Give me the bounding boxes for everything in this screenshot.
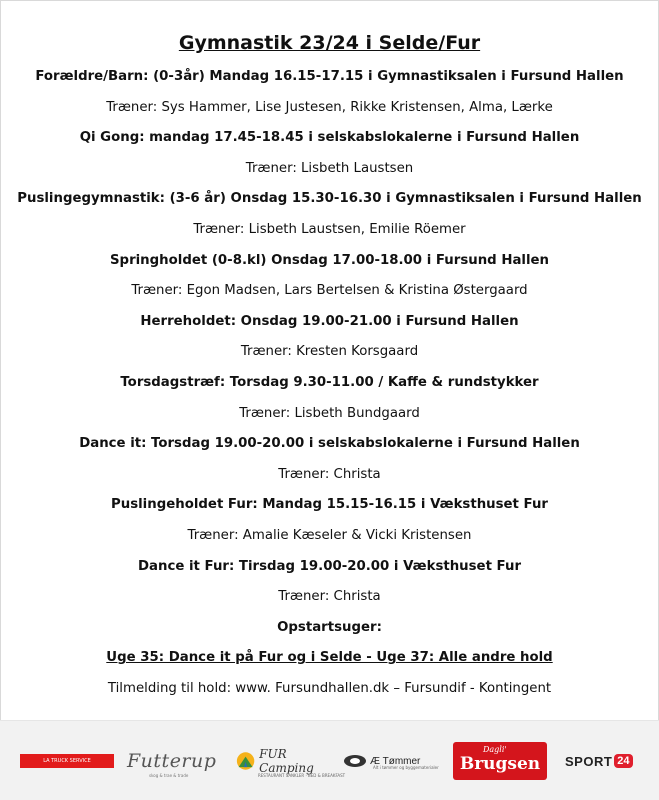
sport24-badge: 24 bbox=[614, 754, 632, 768]
sponsor-logo-sport24 bbox=[565, 739, 643, 783]
sponsor-logo-fur-camping bbox=[236, 739, 346, 783]
schedule-detail-line: Træner: Lisbeth Laustsen bbox=[245, 160, 414, 176]
schedule-heading-line: Dance it Fur: Tirsdag 19.00-20.00 i Væksthuset Fur bbox=[137, 558, 522, 574]
truck-service-bar bbox=[20, 754, 114, 768]
truck-service-text: LA TRUCK SERVICE bbox=[43, 758, 91, 764]
futterup-tagline: skog & trae & trade bbox=[149, 773, 189, 778]
schedule-heading-line: Opstartsuger: bbox=[277, 619, 382, 635]
schedule-lines bbox=[0, 62, 659, 704]
ae-tommer-tagline: Alt i tømmer og byggematerialer bbox=[373, 765, 439, 770]
schedule-heading-line: Puslingeholdet Fur: Mandag 15.15-16.15 i Væksthuset Fur bbox=[111, 497, 548, 513]
schedule-heading-line: Herreholdet: Onsdag 19.00-21.00 i Fursund Hallen bbox=[140, 313, 519, 329]
ae-tommer-wordmark: Æ Tømmer bbox=[370, 755, 421, 767]
fur-camping-tagline: RESTAURANT SANKLER · BED & BREAKFAST bbox=[258, 773, 346, 778]
schedule-detail-line: Træner: Lisbeth Bundgaard bbox=[239, 405, 420, 421]
schedule-heading-line: Torsdagstræf: Torsdag 9.30-11.00 / Kaffe & rundstykker bbox=[120, 374, 539, 390]
futterup-wordmark: Futterup bbox=[127, 750, 217, 772]
sponsor-logo-truck-service bbox=[20, 739, 114, 783]
schedule-heading-line: Uge 35: Dance it på Fur og i Selde - Uge 37: Alle andre hold bbox=[106, 650, 553, 666]
schedule-detail-line: Træner: Sys Hammer, Lise Justesen, Rikke Kristensen, Alma, Lærke bbox=[106, 99, 553, 115]
schedule-heading-line: Puslingegymnastik: (3-6 år) Onsdag 15.30-16.30 i Gymnastiksalen i Fursund Hallen bbox=[17, 191, 642, 207]
brugsen-wordmark: Brugsen bbox=[459, 754, 541, 774]
brugsen-dagli-text: Dagli' bbox=[483, 745, 507, 754]
sponsor-logo-dagli-brugsen bbox=[453, 739, 547, 783]
schedule-detail-line: Træner: Lisbeth Laustsen, Emilie Röemer bbox=[193, 221, 466, 237]
sponsor-footer bbox=[0, 720, 659, 800]
sponsor-logo-futterup bbox=[127, 739, 217, 783]
fur-camping-wordmark: FUR Camping bbox=[259, 747, 314, 775]
brugsen-box bbox=[453, 742, 547, 780]
sport24-wordmark: SPORT bbox=[565, 753, 613, 769]
schedule-detail-line: Træner: Amalie Kæseler & Vicki Kristensen bbox=[187, 527, 472, 543]
schedule-detail-line: Træner: Kresten Korsgaard bbox=[240, 344, 419, 360]
document-title: Gymnastik 23/24 i Selde/Fur bbox=[178, 32, 481, 54]
schedule-heading-line: Springholdet (0-8.kl) Onsdag 17.00-18.00 i Fursund Hallen bbox=[109, 252, 550, 268]
schedule-heading-line: Dance it: Torsdag 19.00-20.00 i selskabslokalerne i Fursund Hallen bbox=[79, 436, 580, 452]
schedule-heading-line: Forældre/Barn: (0-3år) Mandag 16.15-17.15 i Gymnastiksalen i Fursund Hallen bbox=[35, 69, 624, 84]
schedule-detail-line: Tilmelding til hold: www. Fursundhallen.dk – Fursundif - Kontingent bbox=[107, 680, 552, 696]
schedule-detail-line: Træner: Christa bbox=[278, 466, 381, 482]
schedule-document bbox=[0, 24, 659, 704]
schedule-heading-line: Qi Gong: mandag 17.45-18.45 i selskabslokalerne i Fursund Hallen bbox=[79, 130, 580, 146]
camping-tent-icon bbox=[236, 750, 255, 772]
timber-icon bbox=[343, 754, 367, 768]
schedule-detail-line: Træner: Egon Madsen, Lars Bertelsen & Kristina Østergaard bbox=[131, 283, 528, 299]
schedule-detail-line: Træner: Christa bbox=[278, 589, 381, 605]
sponsor-logo-ae-tommer bbox=[343, 739, 441, 783]
